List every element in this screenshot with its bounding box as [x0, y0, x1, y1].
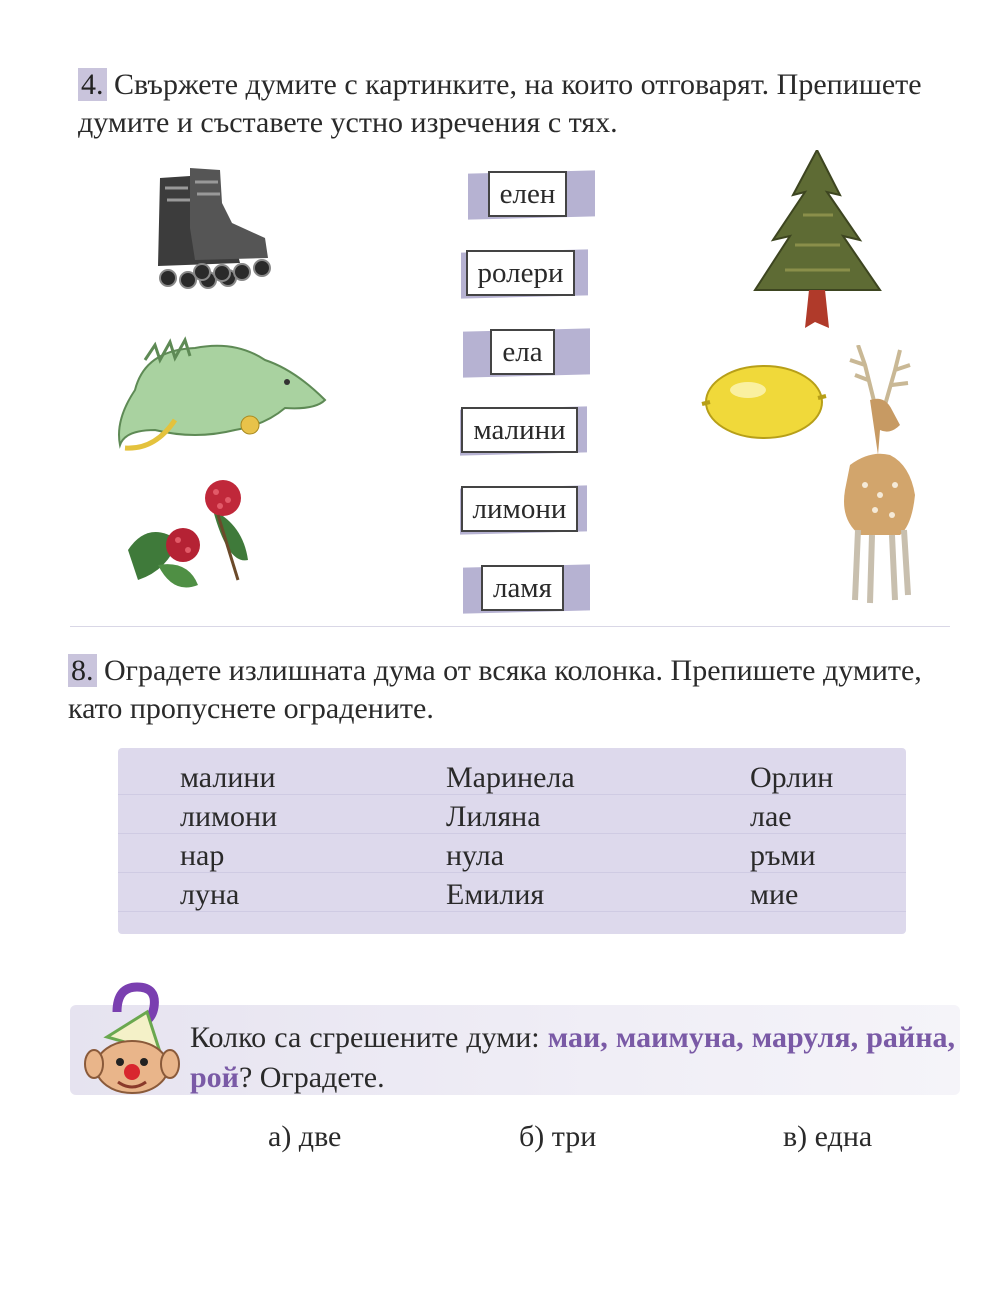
word-column-2: [446, 758, 575, 914]
column-word[interactable]: нула: [446, 839, 505, 872]
column-word[interactable]: мие: [750, 878, 799, 911]
fir-tree-image[interactable]: [745, 150, 890, 332]
word-card[interactable]: [455, 324, 590, 380]
task8-text: Оградете излишната дума от всяка колонка. Препишете думите, като пропуснете оградените.: [68, 654, 922, 725]
gnome-mascot-icon: [82, 982, 182, 1102]
word-card[interactable]: [460, 166, 595, 222]
column-word[interactable]: луна: [180, 878, 240, 911]
word-card-label: малини: [461, 407, 577, 453]
word-card-label: ламя: [481, 565, 564, 611]
word-card-label: лимони: [461, 486, 579, 532]
column-word[interactable]: лае: [750, 800, 792, 833]
bonus-question-start: Колко са сгрешените думи:: [190, 1021, 548, 1054]
raspberries-image[interactable]: [118, 470, 263, 600]
task4-number: 4.: [78, 68, 107, 101]
dragon-image[interactable]: [115, 330, 335, 460]
column-word[interactable]: нар: [180, 839, 225, 872]
bonus-question-end: ? Оградете.: [238, 1061, 385, 1094]
column-word[interactable]: Орлин: [750, 761, 834, 794]
column-word[interactable]: Емилия: [446, 878, 545, 911]
word-column-1: [180, 758, 277, 914]
lemon-image[interactable]: [700, 362, 828, 442]
task8-number: 8.: [68, 654, 97, 687]
word-card[interactable]: [455, 560, 590, 616]
word-card-label: ела: [490, 329, 554, 375]
word-card-label: ролери: [466, 250, 576, 296]
task4-text: Свържете думите с картинките, на които отговарят. Препишете думите и съставете устно изречения с тях.: [78, 68, 922, 139]
column-word[interactable]: ръми: [750, 839, 816, 872]
answer-option-c[interactable]: в) една: [783, 1120, 873, 1153]
deer-image[interactable]: [830, 345, 940, 607]
roller-skates-image[interactable]: [140, 168, 275, 298]
word-card-label: елен: [488, 171, 568, 217]
word-card[interactable]: [453, 245, 588, 301]
word-card[interactable]: [452, 481, 587, 537]
bonus-question: [190, 1018, 955, 1098]
column-word[interactable]: Маринела: [446, 761, 575, 794]
bonus-words: маи, маимуна, маруля, райна, рой: [190, 1021, 955, 1094]
section-divider: [70, 626, 950, 627]
column-word[interactable]: Лиляна: [446, 800, 541, 833]
column-word[interactable]: малини: [180, 761, 276, 794]
column-word[interactable]: лимони: [180, 800, 278, 833]
word-column-3: [750, 758, 833, 914]
task8-instruction: [68, 652, 948, 728]
answer-option-b[interactable]: б) три: [519, 1120, 597, 1153]
answer-option-a[interactable]: а) две: [268, 1120, 342, 1153]
task4-instruction: [78, 66, 958, 142]
word-card[interactable]: [452, 402, 587, 458]
